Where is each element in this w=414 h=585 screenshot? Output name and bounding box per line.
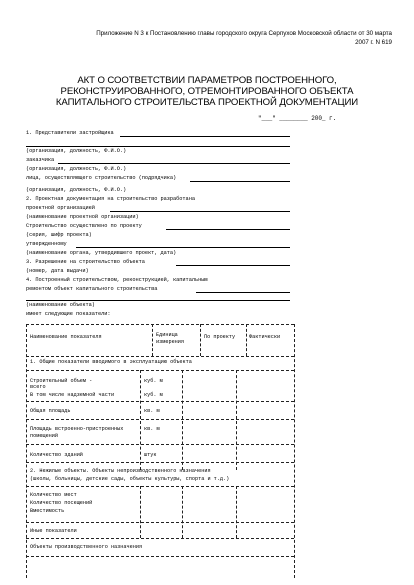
row-other: Иные показатели	[30, 528, 77, 534]
th-unit: Единица	[156, 332, 178, 338]
form-hint-project-org: (наименование проектной организации)	[26, 214, 139, 220]
fill-line	[120, 136, 290, 137]
row-buildings: Количество зданий	[30, 452, 83, 458]
row-separator	[26, 538, 294, 539]
th-project: По проекту	[204, 334, 236, 340]
row-separator	[26, 556, 294, 557]
col-separator	[140, 486, 141, 538]
form-hint-approving-body: (наименование органа, утвердившего проект, дата)	[26, 250, 177, 256]
section-2-title: 2. Нежилые объекты. Объекты непроизводственного назначения	[30, 468, 211, 474]
fill-line	[166, 229, 290, 230]
row-separator	[26, 486, 294, 487]
form-hint-org-1: (организация, должность, Ф.И.О.)	[26, 148, 127, 154]
act-date: "___" ________ 200_ г.	[258, 115, 337, 122]
form-customer: заказчика	[26, 157, 55, 163]
form-indicators-intro: имеет следующие показатели:	[26, 311, 111, 317]
row-built-in: Площадь встроенно-пристроенных	[30, 426, 124, 432]
appendix-note-line1: Приложение N 3 к Постановлению главы городского округа Серпухов Московской области от 30 марта	[96, 30, 392, 37]
act-title-line1: АКТ О СООТВЕТСТВИИ ПАРАМЕТРОВ ПОСТРОЕННОГО,	[77, 75, 337, 86]
form-object-built: 4. Построенный строительством, реконструкцией, капитальным	[26, 277, 208, 283]
form-hint-permit: (номер, дата выдачи)	[26, 268, 89, 274]
form-hint-org-2: (организация, должность, Ф.И.О.)	[26, 166, 127, 172]
table-border-right	[294, 324, 295, 578]
row-separator	[26, 370, 294, 371]
row-separator	[26, 444, 294, 445]
th-name: Наименование показателя	[30, 334, 102, 340]
col-separator	[152, 324, 153, 356]
row-places: Количество мест	[30, 492, 77, 498]
form-representatives-developer: 1. Представители застройщика	[26, 130, 114, 136]
col-separator	[236, 370, 237, 470]
row-volume-2: всего	[30, 384, 46, 390]
row-area: Общая площадь	[30, 408, 71, 414]
section-3-title: Объекты производственного назначения	[30, 544, 143, 550]
row-built-in-2: помещений	[30, 433, 59, 439]
th-unit-2: измерения	[156, 339, 185, 345]
fill-line	[26, 146, 290, 147]
form-built-by-project: Строительство осуществлено по проекту	[26, 223, 142, 229]
row-volume-unit: куб. м	[144, 378, 163, 384]
row-capacity: Вместимость	[30, 508, 65, 514]
col-separator	[246, 324, 247, 356]
row-built-in-unit: кв. м	[144, 426, 160, 432]
col-separator	[182, 370, 183, 470]
row-buildings-unit: штук	[144, 452, 157, 458]
fill-line	[196, 292, 290, 293]
row-separator	[26, 356, 294, 357]
fill-line	[76, 247, 290, 248]
section-1-title: 1. Общие показатели вводимого в эксплуатацию объекта	[30, 359, 192, 365]
row-separator	[26, 419, 294, 420]
th-fact: Фактически	[249, 334, 281, 340]
col-separator	[236, 486, 237, 538]
row-area-unit: кв. м	[144, 408, 160, 414]
section-2-subtitle: (школы, больницы, детские сады, объекты культуры, спорта и т.д.)	[30, 476, 230, 482]
form-permit: 3. Разрешение на строительство объекта	[26, 259, 145, 265]
row-volume: Строительный объем -	[30, 378, 93, 384]
fill-line	[190, 181, 290, 182]
act-title-line3: КАПИТАЛЬНОГО СТРОИТЕЛЬСТВА ПРОЕКТНОЙ ДОКУМЕНТАЦИИ	[55, 97, 359, 108]
form-hint-org-3: (организация, должность, Ф.И.О.)	[26, 187, 127, 193]
row-above-ground-unit: куб. м	[144, 392, 163, 398]
col-separator	[200, 324, 201, 356]
fill-line	[176, 265, 290, 266]
row-separator	[26, 462, 294, 463]
row-separator	[26, 522, 294, 523]
form-approved: утвержденному	[26, 241, 67, 247]
table-border-top	[26, 324, 294, 325]
table-border-left	[26, 324, 27, 578]
act-title-line2: РЕКОНСТРУИРОВАННОГО, ОТРЕМОНТИРОВАННОГО ОБЪЕКТА	[60, 86, 354, 97]
fill-line	[26, 300, 290, 301]
form-hint-object: (наименование объекта)	[26, 302, 95, 308]
row-separator	[26, 401, 294, 402]
appendix-note-line2: 2007 г. N 619	[355, 39, 392, 46]
row-above-ground: В том числе надземной части	[30, 392, 115, 398]
form-project-docs: 2. Проектная документация на строительство разработана	[26, 196, 195, 202]
form-project-org: проектной организацией	[26, 205, 95, 211]
col-separator	[182, 486, 183, 538]
row-visits: Количество посещений	[30, 500, 93, 506]
form-contractor: лица, осуществляющего строительство (подрядчика)	[26, 175, 177, 181]
form-object-capital: ремонтом объект капитального строительства	[26, 286, 158, 292]
fill-line	[58, 163, 290, 164]
form-hint-series: (серия, шифр проекта)	[26, 232, 92, 238]
fill-line	[110, 211, 290, 212]
col-separator	[140, 370, 141, 470]
